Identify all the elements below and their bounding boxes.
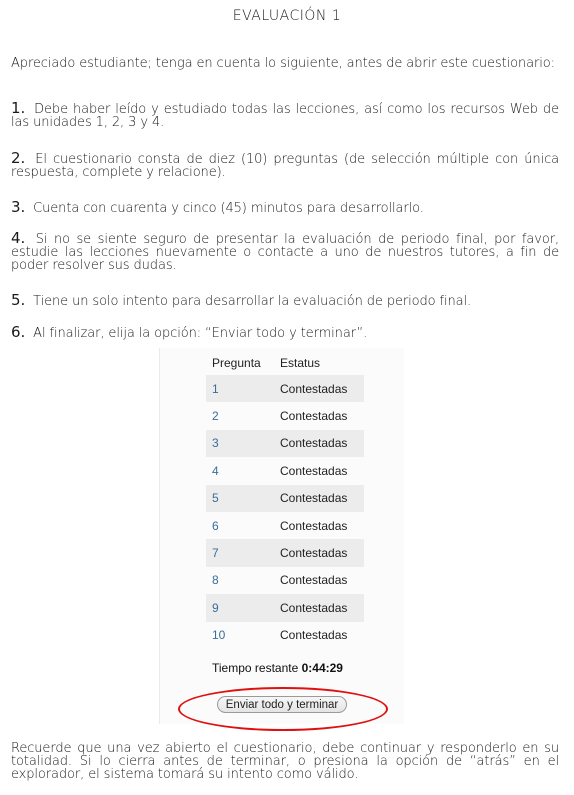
question-link[interactable]: 1 (206, 375, 274, 402)
instruction-text: Debe haber leído y estudiado todas las lecciones, así como los recursos Web de las unidades 1, 2, 3 y 4. (11, 102, 559, 130)
instruction-number: 5. (11, 291, 26, 309)
instruction-text: Si no se siente seguro de presentar la evaluación de periodo final, por favor, estudie las lecciones nuevamente o contacte a uno de nuestros tutores, a fin de poder resolver sus dudas. (11, 232, 559, 273)
question-status: Contestadas (274, 594, 364, 621)
submit-all-button[interactable]: Enviar todo y terminar (217, 696, 347, 713)
instruction-2 (11, 149, 559, 180)
question-status: Contestadas (274, 375, 364, 402)
question-status: Contestadas (274, 485, 364, 512)
instruction-3 (11, 198, 559, 216)
page-title: EVALUACIÓN 1 (232, 8, 342, 24)
question-status-table (206, 351, 364, 649)
question-status: Contestadas (280, 573, 348, 588)
time-remaining-value: 0:44:29 (301, 661, 343, 675)
question-status: Contestadas (280, 628, 348, 643)
instruction-number: 6. (11, 323, 26, 341)
table-row (206, 512, 364, 539)
time-remaining-label: Tiempo restante (212, 661, 299, 675)
time-remaining (212, 661, 343, 675)
instruction-1 (11, 99, 559, 130)
question-status: Contestadas (280, 409, 348, 424)
table-row (206, 430, 364, 457)
table-row (206, 594, 364, 621)
table-header-row (206, 351, 364, 375)
instruction-text: Tiene un solo intento para desarrollar la evaluación de periodo final. (33, 294, 472, 309)
closing-text: Recuerde que una vez abierto el cuestionario, debe continuar y responderlo en su totalidad. Si lo cierra antes de terminar, o presiona la opción de “atrás” en el explorador, el sistema tomará su intento como válido. (11, 741, 559, 782)
question-link[interactable]: 9 (206, 594, 274, 621)
question-link[interactable]: 8 (212, 573, 219, 588)
table-row (206, 539, 364, 566)
instruction-text: El cuestionario consta de diez (10) preguntas (de selección múltiple con única respuesta, complete y relacione). (11, 152, 559, 180)
question-link[interactable]: 10 (212, 628, 226, 643)
question-link[interactable]: 7 (206, 539, 274, 566)
quiz-navigation-panel (159, 348, 404, 724)
question-status: Contestadas (274, 539, 364, 566)
question-status: Contestadas (280, 518, 348, 533)
instruction-number: 2. (11, 149, 26, 167)
instruction-text: Cuenta con cuarenta y cinco (45) minutos para desarrollarlo. (33, 201, 424, 216)
table-row (206, 375, 364, 402)
instruction-5 (11, 291, 559, 309)
question-link[interactable]: 4 (212, 463, 219, 478)
table-row (206, 485, 364, 512)
instruction-text: Al finalizar, elija la opción: “Enviar todo y terminar”. (33, 326, 368, 341)
table-row (206, 402, 364, 429)
table-row (206, 567, 364, 594)
instruction-number: 1. (11, 99, 26, 117)
question-status: Contestadas (274, 430, 364, 457)
instruction-6 (11, 323, 559, 341)
question-link[interactable]: 6 (212, 518, 219, 533)
column-header-status: Estatus (280, 356, 321, 370)
instruction-number: 4. (11, 229, 26, 247)
question-link[interactable]: 3 (206, 430, 274, 457)
instruction-number: 3. (11, 198, 26, 216)
table-row (206, 622, 364, 649)
table-row (206, 457, 364, 484)
question-link[interactable]: 5 (206, 485, 274, 512)
column-header-question: Pregunta (212, 356, 261, 370)
intro-text: Apreciado estudiante; tenga en cuenta lo siguiente, antes de abrir este cuestionario: (11, 56, 555, 71)
question-link[interactable]: 2 (212, 409, 219, 424)
instruction-4 (11, 229, 559, 273)
question-status: Contestadas (280, 463, 348, 478)
